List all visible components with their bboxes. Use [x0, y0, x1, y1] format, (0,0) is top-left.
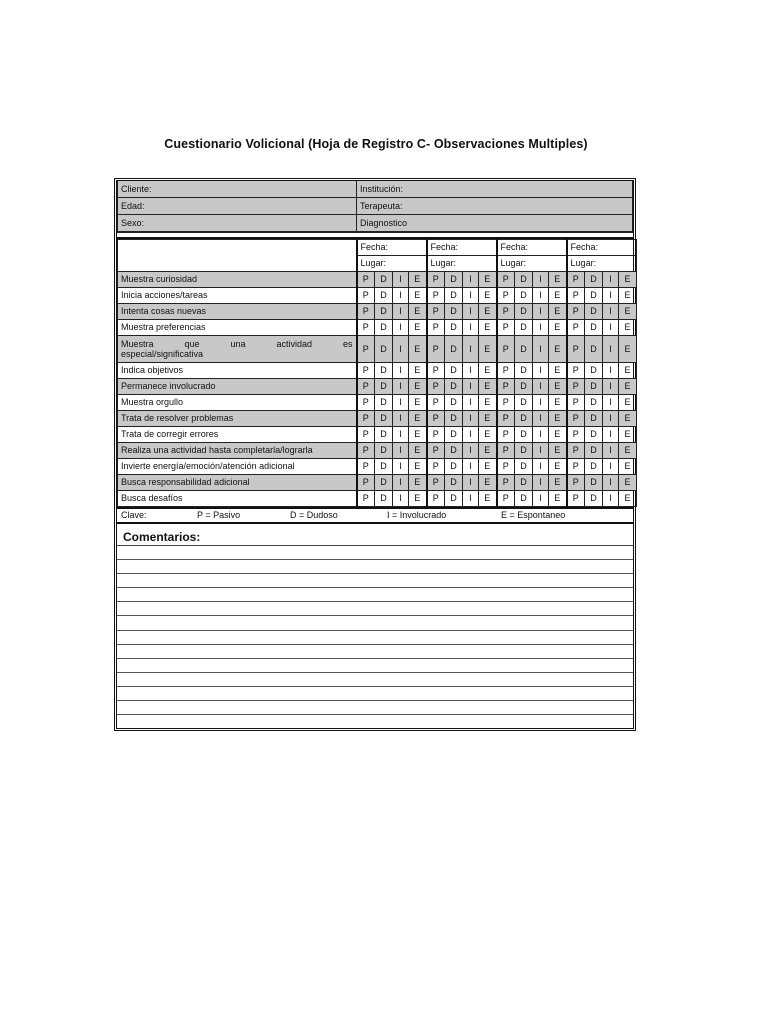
key-involucrado: I = Involucrado — [387, 510, 447, 520]
rating-option-d[interactable]: D — [375, 363, 393, 379]
rating-option-d[interactable]: D — [585, 459, 603, 475]
rating-option-d[interactable]: D — [585, 443, 603, 459]
rating-option-p[interactable]: P — [567, 395, 585, 411]
rating-option-e[interactable]: E — [479, 363, 497, 379]
rating-option-e[interactable]: E — [619, 336, 637, 363]
rating-option-d[interactable]: D — [375, 379, 393, 395]
rating-option-e[interactable]: E — [549, 336, 567, 363]
rating-option-e[interactable]: E — [619, 288, 637, 304]
rating-option-i[interactable]: I — [393, 379, 409, 395]
rating-option-e[interactable]: E — [479, 304, 497, 320]
rating-option-e[interactable]: E — [409, 491, 427, 507]
rating-option-e[interactable]: E — [409, 363, 427, 379]
rating-option-d[interactable]: D — [375, 320, 393, 336]
rating-option-d[interactable]: D — [515, 304, 533, 320]
rating-option-d[interactable]: D — [375, 427, 393, 443]
rating-option-i[interactable]: I — [603, 320, 619, 336]
rating-option-i[interactable]: I — [603, 272, 619, 288]
rating-option-i[interactable]: I — [393, 411, 409, 427]
rating-option-d[interactable]: D — [515, 443, 533, 459]
rating-option-i[interactable]: I — [603, 288, 619, 304]
rating-option-d[interactable]: D — [585, 491, 603, 507]
rating-option-d[interactable]: D — [375, 491, 393, 507]
rating-option-p[interactable]: P — [427, 443, 445, 459]
page-title: Cuestionario Volicional (Hoja de Registro C- Observaciones Multiples) — [164, 137, 588, 151]
rating-option-i[interactable]: I — [533, 395, 549, 411]
lugar-field-3[interactable]: Lugar: — [497, 256, 567, 272]
rating-option-i[interactable]: I — [393, 443, 409, 459]
rating-option-e[interactable]: E — [479, 320, 497, 336]
rating-option-e[interactable]: E — [549, 459, 567, 475]
rating-option-p[interactable]: P — [567, 475, 585, 491]
rating-option-d[interactable]: D — [445, 411, 463, 427]
rating-option-p[interactable]: P — [497, 475, 515, 491]
rating-option-p[interactable]: P — [427, 304, 445, 320]
rating-option-i[interactable]: I — [393, 459, 409, 475]
rating-option-e[interactable]: E — [549, 363, 567, 379]
comment-line[interactable] — [117, 602, 633, 616]
rating-option-i[interactable]: I — [393, 363, 409, 379]
rating-option-p[interactable]: P — [497, 395, 515, 411]
comment-line[interactable] — [117, 701, 633, 715]
rating-option-e[interactable]: E — [409, 304, 427, 320]
rating-option-i[interactable]: I — [463, 427, 479, 443]
rating-option-p[interactable]: P — [567, 459, 585, 475]
comment-line[interactable] — [117, 616, 633, 630]
rating-option-e[interactable]: E — [409, 288, 427, 304]
rating-option-e[interactable]: E — [409, 443, 427, 459]
rating-option-e[interactable]: E — [549, 443, 567, 459]
item-row — [118, 379, 637, 395]
item-label: Intenta cosas nuevas — [118, 304, 357, 320]
rating-option-e[interactable]: E — [549, 320, 567, 336]
rating-option-i[interactable]: I — [533, 304, 549, 320]
item-label: Busca desafíos — [118, 491, 357, 507]
item-label-word: que — [184, 338, 200, 349]
item-row — [118, 363, 637, 379]
rating-option-e[interactable]: E — [479, 288, 497, 304]
rating-option-e[interactable]: E — [479, 491, 497, 507]
rating-option-i[interactable]: I — [393, 395, 409, 411]
rating-option-d[interactable]: D — [515, 272, 533, 288]
rating-option-e[interactable]: E — [619, 363, 637, 379]
rating-option-i[interactable]: I — [393, 272, 409, 288]
item-label: Permanece involucrado — [118, 379, 357, 395]
diagnostico-field[interactable]: Diagnostico — [357, 215, 633, 232]
rating-option-p[interactable]: P — [567, 272, 585, 288]
fecha-field-2[interactable]: Fecha: — [427, 240, 497, 256]
rating-option-p[interactable]: P — [497, 320, 515, 336]
rating-option-p[interactable]: P — [567, 320, 585, 336]
rating-option-p[interactable]: P — [357, 304, 375, 320]
rating-option-d[interactable]: D — [585, 336, 603, 363]
observation-table — [117, 239, 637, 507]
rating-option-p[interactable]: P — [357, 475, 375, 491]
rating-option-d[interactable]: D — [375, 443, 393, 459]
rating-option-e[interactable]: E — [409, 320, 427, 336]
rating-option-d[interactable]: D — [445, 427, 463, 443]
rating-option-d[interactable]: D — [445, 336, 463, 363]
item-label-line: especial/significativa — [121, 349, 204, 359]
rating-option-e[interactable]: E — [479, 443, 497, 459]
rating-option-i[interactable]: I — [603, 475, 619, 491]
rating-option-p[interactable]: P — [357, 427, 375, 443]
rating-option-p[interactable]: P — [497, 272, 515, 288]
rating-option-d[interactable]: D — [515, 336, 533, 363]
rating-option-p[interactable]: P — [357, 411, 375, 427]
rating-option-e[interactable]: E — [619, 272, 637, 288]
rating-option-d[interactable]: D — [375, 304, 393, 320]
rating-option-i[interactable]: I — [603, 443, 619, 459]
rating-option-e[interactable]: E — [479, 379, 497, 395]
key-dudoso: D = Dudoso — [290, 510, 338, 520]
rating-option-p[interactable]: P — [427, 363, 445, 379]
rating-option-d[interactable]: D — [445, 475, 463, 491]
rating-option-e[interactable]: E — [549, 427, 567, 443]
rating-option-i[interactable]: I — [463, 336, 479, 363]
rating-option-e[interactable]: E — [549, 304, 567, 320]
item-label: Trata de corregir errores — [118, 427, 357, 443]
empty-header-cell — [118, 240, 357, 272]
key-pasivo: P = Pasivo — [197, 510, 241, 520]
comment-line[interactable] — [117, 546, 633, 560]
rating-option-d[interactable]: D — [515, 288, 533, 304]
rating-option-p[interactable]: P — [497, 459, 515, 475]
rating-option-i[interactable]: I — [463, 320, 479, 336]
rating-option-p[interactable]: P — [357, 443, 375, 459]
item-label-word: es — [342, 338, 353, 349]
item-row — [118, 411, 637, 427]
rating-option-e[interactable]: E — [549, 411, 567, 427]
rating-option-p[interactable]: P — [567, 379, 585, 395]
rating-option-p[interactable]: P — [427, 336, 445, 363]
rating-option-p[interactable]: P — [427, 491, 445, 507]
item-row — [118, 395, 637, 411]
rating-option-i[interactable]: I — [393, 336, 409, 363]
item-label: Muestra orgullo — [118, 395, 357, 411]
rating-option-i[interactable]: I — [533, 272, 549, 288]
rating-option-i[interactable]: I — [603, 427, 619, 443]
rating-option-p[interactable]: P — [357, 363, 375, 379]
rating-option-d[interactable]: D — [445, 459, 463, 475]
comment-line[interactable] — [117, 673, 633, 687]
rating-option-i[interactable]: I — [463, 411, 479, 427]
rating-option-p[interactable]: P — [357, 379, 375, 395]
rating-option-p[interactable]: P — [357, 395, 375, 411]
rating-option-p[interactable]: P — [357, 272, 375, 288]
rating-option-p[interactable]: P — [427, 475, 445, 491]
rating-option-p[interactable]: P — [427, 320, 445, 336]
rating-option-e[interactable]: E — [619, 475, 637, 491]
item-row — [118, 272, 637, 288]
rating-option-d[interactable]: D — [515, 379, 533, 395]
rating-option-p[interactable]: P — [567, 363, 585, 379]
rating-option-i[interactable]: I — [463, 475, 479, 491]
sexo-field[interactable]: Sexo: — [118, 215, 357, 232]
item-row — [118, 320, 637, 336]
rating-option-e[interactable]: E — [619, 491, 637, 507]
rating-option-i[interactable]: I — [603, 363, 619, 379]
rating-option-e[interactable]: E — [479, 272, 497, 288]
rating-option-i[interactable]: I — [393, 320, 409, 336]
rating-option-p[interactable]: P — [567, 411, 585, 427]
comment-line[interactable] — [117, 574, 633, 588]
rating-option-d[interactable]: D — [515, 411, 533, 427]
item-row — [118, 459, 637, 475]
edad-field[interactable]: Edad: — [118, 198, 357, 215]
rating-option-i[interactable]: I — [533, 491, 549, 507]
rating-option-d[interactable]: D — [445, 320, 463, 336]
rating-option-i[interactable]: I — [603, 336, 619, 363]
rating-option-d[interactable]: D — [375, 395, 393, 411]
rating-option-i[interactable]: I — [533, 288, 549, 304]
item-label-word: una — [230, 338, 246, 349]
comment-line[interactable] — [117, 659, 633, 673]
rating-option-p[interactable]: P — [567, 443, 585, 459]
lugar-field-1[interactable]: Lugar: — [357, 256, 427, 272]
rating-option-e[interactable]: E — [409, 272, 427, 288]
rating-option-i[interactable]: I — [533, 475, 549, 491]
rating-option-i[interactable]: I — [603, 411, 619, 427]
rating-option-i[interactable]: I — [603, 491, 619, 507]
rating-option-e[interactable]: E — [479, 336, 497, 363]
rating-option-p[interactable]: P — [497, 379, 515, 395]
fecha-field-1[interactable]: Fecha: — [357, 240, 427, 256]
item-label: Realiza una actividad hasta completarla/lograrla — [118, 443, 357, 459]
rating-option-e[interactable]: E — [549, 395, 567, 411]
rating-option-p[interactable]: P — [427, 411, 445, 427]
rating-option-p[interactable]: P — [497, 411, 515, 427]
rating-option-e[interactable]: E — [619, 379, 637, 395]
item-label: Indica objetivos — [118, 363, 357, 379]
rating-option-i[interactable]: I — [533, 443, 549, 459]
rating-option-i[interactable]: I — [393, 288, 409, 304]
rating-option-i[interactable]: I — [463, 288, 479, 304]
rating-option-p[interactable]: P — [357, 288, 375, 304]
comment-line[interactable] — [117, 645, 633, 659]
rating-option-i[interactable]: I — [393, 427, 409, 443]
rating-option-d[interactable]: D — [445, 443, 463, 459]
comment-line[interactable] — [117, 631, 633, 645]
rating-option-d[interactable]: D — [515, 363, 533, 379]
rating-option-i[interactable]: I — [463, 363, 479, 379]
item-label-word: Muestra — [121, 338, 154, 349]
cliente-field[interactable]: Cliente: — [118, 181, 357, 198]
rating-option-i[interactable]: I — [463, 379, 479, 395]
terapeuta-field[interactable]: Terapeuta: — [357, 198, 633, 215]
item-label: Busca responsabilidad adicional — [118, 475, 357, 491]
rating-option-d[interactable]: D — [585, 411, 603, 427]
rating-option-d[interactable]: D — [445, 304, 463, 320]
rating-option-d[interactable]: D — [515, 395, 533, 411]
rating-option-p[interactable]: P — [427, 427, 445, 443]
rating-option-i[interactable]: I — [603, 459, 619, 475]
rating-option-p[interactable]: P — [497, 288, 515, 304]
rating-option-i[interactable]: I — [603, 304, 619, 320]
rating-option-e[interactable]: E — [549, 272, 567, 288]
rating-option-i[interactable]: I — [463, 443, 479, 459]
rating-option-d[interactable]: D — [375, 272, 393, 288]
rating-option-d[interactable]: D — [585, 272, 603, 288]
lugar-field-4[interactable]: Lugar: — [567, 256, 637, 272]
lugar-field-2[interactable]: Lugar: — [427, 256, 497, 272]
comments-area[interactable] — [117, 546, 633, 715]
rating-option-p[interactable]: P — [497, 336, 515, 363]
rating-option-d[interactable]: D — [585, 320, 603, 336]
rating-option-e[interactable]: E — [409, 411, 427, 427]
rating-option-d[interactable]: D — [375, 459, 393, 475]
rating-option-p[interactable]: P — [497, 491, 515, 507]
item-row — [118, 475, 637, 491]
rating-option-e[interactable]: E — [409, 427, 427, 443]
item-row — [118, 288, 637, 304]
rating-option-d[interactable]: D — [445, 272, 463, 288]
rating-option-e[interactable]: E — [619, 427, 637, 443]
comment-line[interactable] — [117, 560, 633, 574]
rating-option-e[interactable]: E — [479, 427, 497, 443]
rating-option-i[interactable]: I — [463, 491, 479, 507]
rating-option-e[interactable]: E — [479, 459, 497, 475]
rating-option-i[interactable]: I — [603, 379, 619, 395]
item-row — [118, 336, 637, 363]
rating-option-i[interactable]: I — [533, 379, 549, 395]
rating-option-e[interactable]: E — [549, 379, 567, 395]
rating-option-e[interactable]: E — [619, 411, 637, 427]
rating-option-p[interactable]: P — [497, 304, 515, 320]
comment-line[interactable] — [117, 588, 633, 602]
rating-option-p[interactable]: P — [497, 443, 515, 459]
section-divider — [117, 232, 633, 239]
item-row — [118, 427, 637, 443]
comment-line[interactable] — [117, 687, 633, 701]
rating-option-e[interactable]: E — [479, 395, 497, 411]
rating-option-e[interactable]: E — [409, 475, 427, 491]
rating-option-i[interactable]: I — [533, 320, 549, 336]
rating-option-p[interactable]: P — [427, 379, 445, 395]
rating-option-d[interactable]: D — [585, 427, 603, 443]
rating-option-d[interactable]: D — [445, 395, 463, 411]
rating-option-d[interactable]: D — [515, 475, 533, 491]
rating-option-d[interactable]: D — [375, 336, 393, 363]
rating-option-i[interactable]: I — [533, 459, 549, 475]
rating-option-i[interactable]: I — [463, 304, 479, 320]
rating-option-e[interactable]: E — [619, 320, 637, 336]
item-row — [118, 491, 637, 507]
key-espontaneo: E = Espontaneo — [501, 510, 566, 520]
rating-option-i[interactable]: I — [463, 459, 479, 475]
rating-option-e[interactable]: E — [619, 459, 637, 475]
rating-option-i[interactable]: I — [533, 411, 549, 427]
rating-option-i[interactable]: I — [533, 427, 549, 443]
rating-option-p[interactable]: P — [567, 304, 585, 320]
item-label-word: actividad — [276, 338, 313, 349]
item-label: Inicia acciones/tareas — [118, 288, 357, 304]
rating-option-i[interactable]: I — [393, 491, 409, 507]
rating-option-d[interactable]: D — [585, 288, 603, 304]
rating-option-p[interactable]: P — [497, 427, 515, 443]
comments-heading: Comentarios: — [117, 524, 633, 546]
item-label: Muestra preferencias — [118, 320, 357, 336]
rating-option-e[interactable]: E — [549, 491, 567, 507]
fecha-field-4[interactable]: Fecha: — [567, 240, 637, 256]
rating-option-e[interactable]: E — [409, 336, 427, 363]
rating-option-p[interactable]: P — [427, 459, 445, 475]
rating-option-e[interactable]: E — [619, 443, 637, 459]
rating-option-e[interactable]: E — [619, 395, 637, 411]
rating-option-d[interactable]: D — [515, 459, 533, 475]
item-label: Invierte energía/emoción/atención adicional — [118, 459, 357, 475]
rating-option-i[interactable]: I — [393, 475, 409, 491]
item-label — [118, 336, 357, 363]
rating-option-p[interactable]: P — [357, 336, 375, 363]
rating-option-d[interactable]: D — [445, 288, 463, 304]
rating-option-e[interactable]: E — [549, 475, 567, 491]
rating-option-d[interactable]: D — [375, 288, 393, 304]
rating-option-d[interactable]: D — [585, 304, 603, 320]
rating-option-d[interactable]: D — [375, 475, 393, 491]
rating-option-p[interactable]: P — [427, 395, 445, 411]
rating-option-d[interactable]: D — [515, 320, 533, 336]
fecha-field-3[interactable]: Fecha: — [497, 240, 567, 256]
rating-option-p[interactable]: P — [567, 288, 585, 304]
key-label: Clave: — [121, 510, 147, 520]
rating-option-p[interactable]: P — [567, 491, 585, 507]
rating-option-i[interactable]: I — [463, 272, 479, 288]
rating-option-d[interactable]: D — [515, 427, 533, 443]
rating-option-p[interactable]: P — [427, 288, 445, 304]
rating-option-d[interactable]: D — [515, 491, 533, 507]
key-legend — [117, 507, 633, 524]
rating-option-d[interactable]: D — [375, 411, 393, 427]
rating-option-e[interactable]: E — [409, 379, 427, 395]
rating-option-d[interactable]: D — [445, 491, 463, 507]
rating-option-d[interactable]: D — [585, 395, 603, 411]
rating-option-i[interactable]: I — [393, 304, 409, 320]
rating-option-i[interactable]: I — [463, 395, 479, 411]
rating-option-p[interactable]: P — [357, 459, 375, 475]
rating-option-d[interactable]: D — [445, 379, 463, 395]
rating-option-e[interactable]: E — [549, 288, 567, 304]
rating-option-d[interactable]: D — [585, 379, 603, 395]
rating-option-e[interactable]: E — [619, 304, 637, 320]
rating-option-i[interactable]: I — [533, 336, 549, 363]
rating-option-e[interactable]: E — [409, 459, 427, 475]
rating-option-p[interactable]: P — [567, 427, 585, 443]
rating-option-i[interactable]: I — [533, 363, 549, 379]
rating-option-i[interactable]: I — [603, 395, 619, 411]
rating-option-p[interactable]: P — [427, 272, 445, 288]
client-info-table — [117, 181, 633, 232]
rating-option-e[interactable]: E — [409, 395, 427, 411]
rating-option-p[interactable]: P — [567, 336, 585, 363]
rating-option-e[interactable]: E — [479, 475, 497, 491]
rating-option-p[interactable]: P — [357, 491, 375, 507]
item-row — [118, 304, 637, 320]
rating-option-p[interactable]: P — [497, 363, 515, 379]
registration-form — [114, 178, 636, 731]
rating-option-d[interactable]: D — [585, 475, 603, 491]
item-label: Muestra curiosidad — [118, 272, 357, 288]
rating-option-e[interactable]: E — [479, 411, 497, 427]
rating-option-p[interactable]: P — [357, 320, 375, 336]
item-row — [118, 443, 637, 459]
item-label: Trata de resolver problemas — [118, 411, 357, 427]
rating-option-d[interactable]: D — [585, 363, 603, 379]
rating-option-d[interactable]: D — [445, 363, 463, 379]
institucion-field[interactable]: Institución: — [357, 181, 633, 198]
